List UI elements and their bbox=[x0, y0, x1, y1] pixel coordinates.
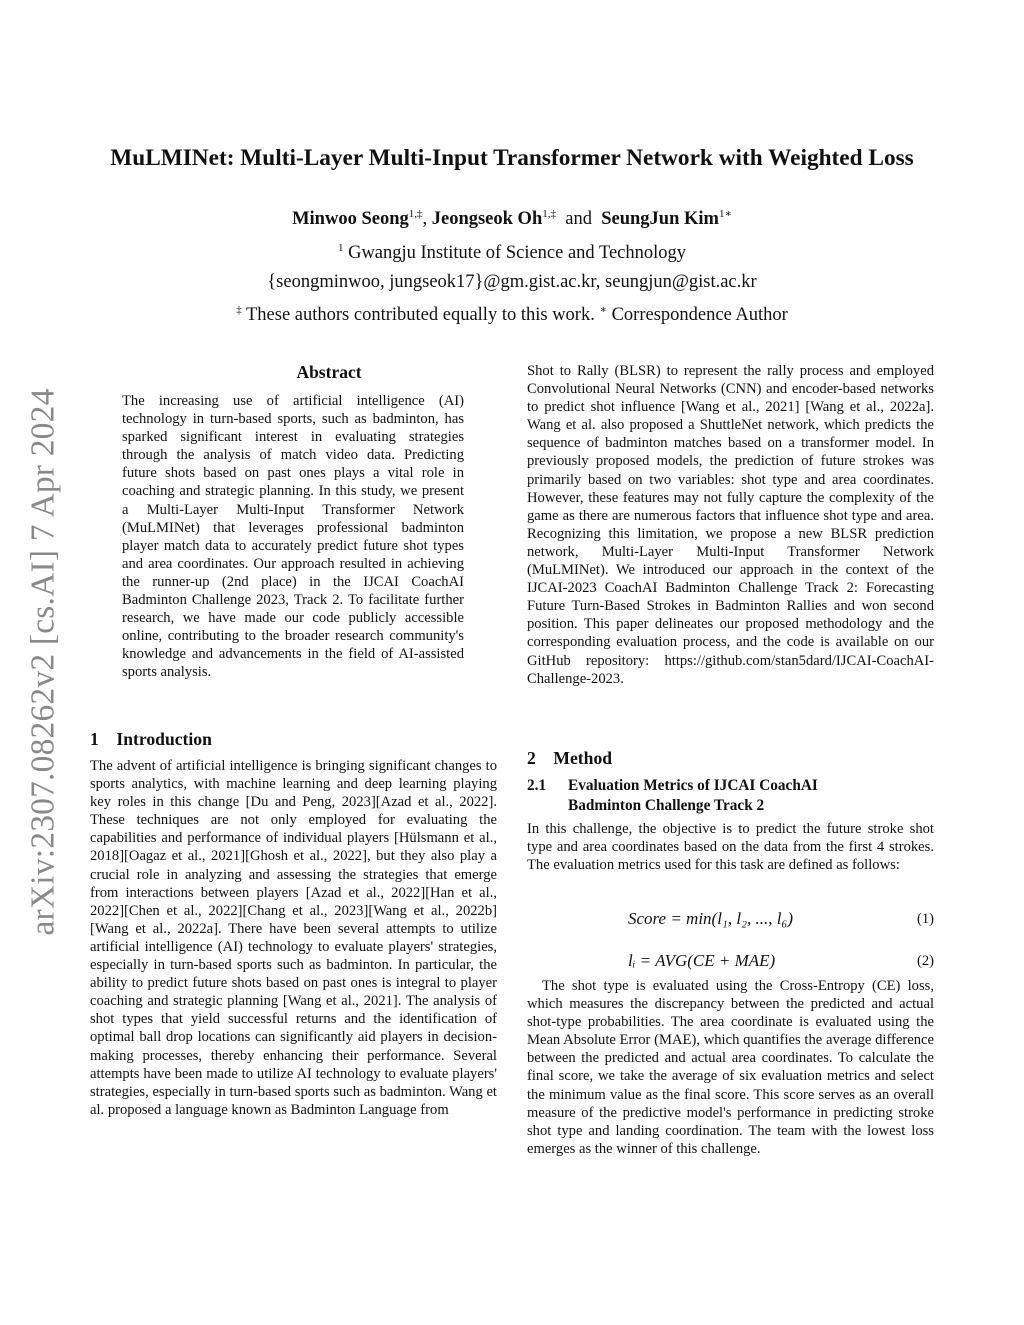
affiliation-line bbox=[60, 234, 964, 268]
method-body-evaluation bbox=[527, 977, 934, 1158]
author-name-3: SeungJun Kim bbox=[601, 209, 719, 230]
introduction-title: Introduction bbox=[116, 729, 212, 749]
author-name-2: Jeongseok Oh bbox=[431, 209, 543, 230]
subsection-number: 2.1 bbox=[527, 777, 547, 794]
author-name-1: Minwoo Seong bbox=[292, 209, 409, 230]
equation-2 bbox=[527, 951, 934, 975]
author-sup-3: 1∗ bbox=[718, 208, 732, 220]
introduction-text: The advent of artificial intelligence is bringing significant changes to sports analytics, with machine learning and deep learning playing key roles in this change [Du and Peng, 2023][Azad et al., 2022]. These techniques are not only employed for evaluating the capabilities and performance of individual players [Hülsmann et al., 2018][Oagaz et al., 2021][Ghosh et al., 2022], but they also play a crucial role in analyzing and assessing the strategies that emerge from interactions between players [Azad et al., 2022][Han et al., 2022][Chen et al., 2022][Chang et al., 2023][Wang et al., 2022b][Wang et al., 2022a]. There have been several attempts to utilize artificial intelligence (AI) technology to evaluate players' strategies, especially in turn-based sports such as badminton. In particular, the ability to predict future shots based on past ones is integral to player coaching and strategic planning [Wang et al., 2021]. The analysis of shot types that yield successful returns and the identification of optimal ball drop locations can significantly aid players in decision-making processes, thereby enhancing their performance. Several attempts have been made to utilize AI technology to evaluate players' strategies, especially in turn-based sports such as badminton. Wang et al. proposed a language known as Badminton Language from bbox=[90, 758, 497, 1118]
abstract-text: The increasing use of artificial intelligence (AI) technology in turn-based sports, such as badminton, has sparked significant interest in evaluating strategies through the analysis of match video data. Predicting future shots based on past ones plays a vital role in coaching and strategic planning. In this study, we present a Multi-Layer Multi-Input Transformer Network (MuLMINet) that leverages professional badminton player match data to accurately predict future shot types and area coordinates. Our approach resulted in achieving the runner-up (2nd place) in the IJCAI CoachAI Badminton Challenge 2023, Track 2. To facilitate further research, we have made our code publicly accessible online, contributing to the broader research community's knowledge and advancements in the field of AI-assisted sports analysis. bbox=[122, 393, 464, 681]
author-and: and bbox=[565, 209, 592, 230]
method-body-intro bbox=[527, 820, 934, 874]
affiliation-sup: 1 bbox=[337, 241, 344, 254]
method-text-2: The shot type is evaluated using the Cross-Entropy (CE) loss, which measures the discrepancy between the predicted and actual shot-type probabilities. The area coordinate is evaluated using the Mean Absolute Error (MAE), which quantifies the average difference between the predicted and actual area coordinates. To calculate the final score, we take the average of six evaluation metrics and select the minimum value as the final score. This score serves as an overall measure of the predictive model's performance in predicting stroke shot type and landing coordination. The team with the lowest loss emerges as the winner of this challenge. bbox=[527, 978, 934, 1157]
email-line: {seongminwoo, jungseok17}@gm.gist.ac.kr, seungjun@gist.ac.kr bbox=[267, 271, 757, 292]
author-notes bbox=[60, 296, 964, 330]
affiliation-text: Gwangju Institute of Science and Technology bbox=[348, 243, 687, 264]
abstract-body bbox=[122, 392, 464, 682]
abstract-heading: Abstract bbox=[296, 362, 362, 382]
method-title: Method bbox=[553, 748, 613, 768]
method-heading bbox=[527, 748, 612, 769]
note-symbol-1: ‡ bbox=[236, 304, 242, 317]
introduction-heading bbox=[90, 729, 212, 750]
equation-1 bbox=[527, 909, 934, 933]
author-separator: , bbox=[422, 209, 428, 230]
paper-title: MuLMINet: Multi-Layer Multi-Input Transformer Network with Weighted Loss bbox=[110, 145, 914, 171]
author-block bbox=[60, 200, 964, 330]
arxiv-identifier-text: arXiv:2307.08262v2 [cs.AI] 7 Apr 2024 bbox=[25, 388, 62, 936]
arxiv-identifier bbox=[14, 372, 74, 952]
note-symbol-2: ∗ bbox=[599, 304, 607, 317]
author-sup-1: 1,‡ bbox=[408, 208, 423, 220]
subsection-title-line2: Badminton Challenge Track 2 bbox=[568, 796, 765, 814]
correspondence-note: Correspondence Author bbox=[611, 305, 788, 326]
author-line bbox=[60, 200, 964, 234]
introduction-body bbox=[90, 757, 497, 1119]
introduction-number: 1 bbox=[90, 729, 99, 749]
introduction-continued-text: Shot to Rally (BLSR) to represent the rally process and employed Convolutional Neural Networks (CNN) and encoder-based networks to predict shot influence [Wang et al., 2021] [Wang et al., 2022a]. Wang et al. also proposed a ShuttleNet network, which predicts the sequence of badminton matches based on a transformer model. In previously proposed models, the prediction of future strokes was primarily based on two variables: shot type and area coordinates. However, these features may not fully capture the complexity of the game as there are numerous factors that influence shot type and area. Recognizing this limitation, we propose a new BLSR prediction network, Multi-Layer Multi-Input Transformer Network (MuLMINet). We introduced our approach in the context of the IJCAI-2023 CoachAI Badminton Challenge Track 2: Forecasting Future Turn-Based Strokes in Badminton Rallies and won second position. This paper delineates our proposed methodology and the corresponding evaluation process, and the code is available on our GitHub repository: https://github.com/stan5dard/IJCAI-CoachAI-Challenge-2023. bbox=[527, 363, 934, 687]
equal-contribution-note: These authors contributed equally to this work. bbox=[245, 305, 595, 326]
equation-1-expression: Score = min(l₁, l₂, ..., l₆) bbox=[628, 909, 794, 928]
subsection-title-line1: Evaluation Metrics of IJCAI CoachAI bbox=[568, 777, 818, 794]
author-sup-2: 1,‡ bbox=[542, 208, 556, 220]
method-number: 2 bbox=[527, 748, 536, 768]
equation-1-number: (1) bbox=[916, 911, 934, 927]
subsection-heading bbox=[527, 776, 818, 815]
equation-2-expression: lᵢ = AVG(CE + MAE) bbox=[628, 951, 776, 970]
equation-2-number: (2) bbox=[916, 953, 934, 969]
introduction-continued bbox=[527, 362, 934, 688]
method-text-1: In this challenge, the objective is to predict the future stroke shot type and area coordinates based on the data from the first 4 strokes. The evaluation metrics used for this task are defined as follows: bbox=[527, 821, 934, 874]
